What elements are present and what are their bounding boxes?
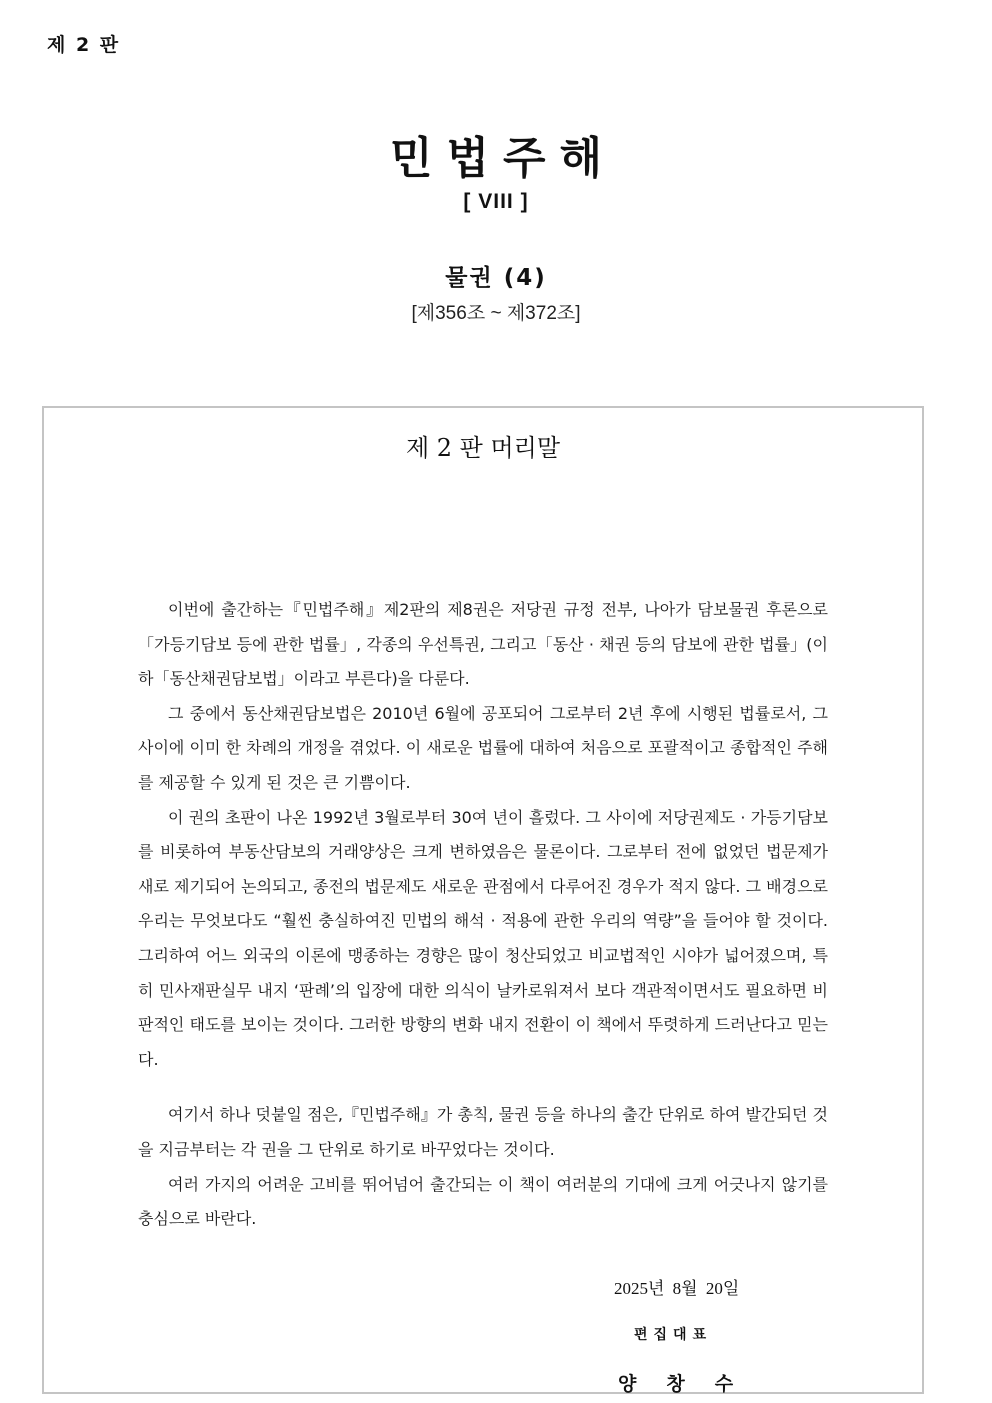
editor-role: 편집대표 [634, 1327, 713, 1343]
book-title: 민법주해 [389, 133, 616, 184]
preface-paragraph: 그 중에서 동산채권담보법은 2010년 6월에 공포되어 그로부터 2년 후에 시행된 법률로서, 그 사이에 이미 한 차례의 개정을 겪었다. 이 새로운 법률에 대하여 처음으로 포괄적이고 종합적인 주해를 제공할 수 있게 된 것은 큰 기쁨이다. [138, 703, 828, 792]
preface-body [138, 593, 828, 1237]
article-range: [제356조 ~ 제372조] [411, 303, 581, 324]
preface-paragraph: 여기서 하나 덧붙일 점은,『민법주해』가 총칙, 물권 등을 하나의 출간 단위로 하여 발간되던 것을 지금부터는 각 권을 그 단위로 하기로 바꾸었다는 것이다. [138, 1105, 828, 1159]
preface-paragraph: 여러 가지의 어려운 고비를 뛰어넘어 출간되는 이 책이 여러분의 기대에 크게 어긋나지 않기를 충심으로 바란다. [138, 1174, 828, 1229]
volume-subject: 물권 (4) [445, 265, 547, 291]
editor-name: 양창수 [618, 1373, 764, 1395]
edition-mark: 제 2 판 [47, 34, 121, 56]
volume-number: [ VIII ] [463, 190, 529, 213]
preface-paragraph: 이 권의 초판이 나온 1992년 3월로부터 30여 년이 흘렀다. 그 사이에 저당권제도 · 가등기담보를 비롯하여 부동산담보의 거래양상은 크게 변하였음은 물론이다. 그로부터 전에 없었던 법문제가 새로 제기되어 논의되고, 종전의 법문제도 새로운 관점에서 다루어진 경우가 적지 않다. 그 배경으로 우리는 무엇보다도 “훨씬 충실하여진 민법의 해석 · 적용에 관한 우리의 역량”을 들어야 할 것이다. 그리하여 어느 외국의 이론에 맹종하는 경향은 많이 청산되었고 비교법적인 시야가 넓어졌으며, 특히 민사재판실무 내지 ‘판례’의 입장에 대한 의식이 날카로워져서 보다 객관적이면서도 필요하면 비판적인 태도를 보이는 것이다. 그러한 방향의 변화 내지 전환이 이 책에서 뚜렷하게 드러난다고 믿는다. [138, 807, 828, 1069]
preface-box [42, 406, 924, 1394]
preface-paragraph: 이번에 출간하는『민법주해』제2판의 제8권은 저당권 규정 전부, 나아가 담보물권 후론으로「가등기담보 등에 관한 법률」, 각종의 우선특권, 그리고「동산 · 채권 등의 담보에 관한 법률」(이하「동산채권담보법」이라고 부른다)을 다룬다. [138, 600, 828, 689]
preface-heading: 제 2 판 머리말 [405, 434, 561, 462]
preface-date: 2025년 8월 20일 [614, 1279, 740, 1298]
